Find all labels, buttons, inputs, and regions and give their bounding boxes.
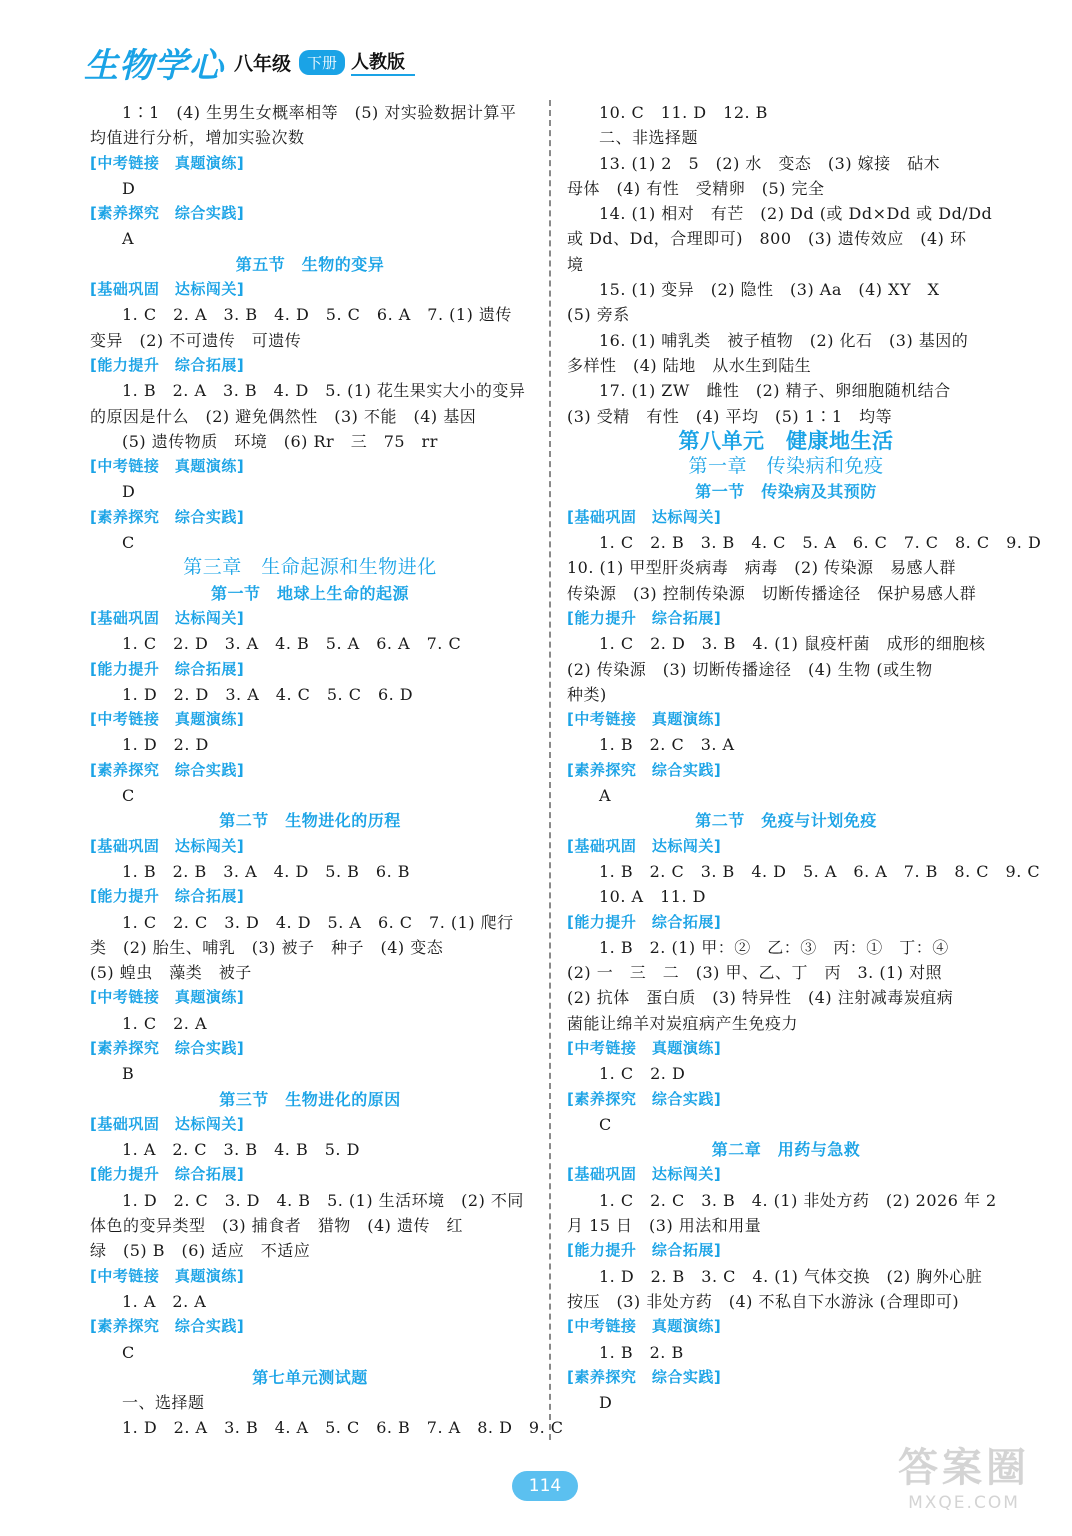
section-tag: [中考链接 真题演练] bbox=[567, 1317, 722, 1336]
section-heading: 第一节 地球上生命的起源 bbox=[210, 583, 409, 603]
answer-line: 二、非选择题 bbox=[599, 128, 699, 148]
section-tag: [素养探究 综合实践] bbox=[567, 1367, 722, 1386]
answer-line: 种类) bbox=[567, 684, 607, 704]
answer-line: 类 (2) 胎生、哺乳 (3) 被子 种子 (4) 变态 bbox=[90, 937, 444, 957]
answer-line: 按压 (3) 非处方药 (4) 不私自下水游泳 (合理即可) bbox=[567, 1291, 960, 1311]
answer-line: 1. B 2. C 3. B 4. D 5. A 6. A 7. B 8. C 9. C bbox=[599, 861, 1041, 881]
answer-line: 1. B 2. A 3. B 4. D 5. (1) 花生果实大小的变异 bbox=[122, 381, 526, 401]
answer-line: C bbox=[599, 1114, 612, 1134]
grade-label: 八年级 bbox=[234, 52, 292, 75]
section-tag: [基础巩固 达标闯关] bbox=[90, 1114, 245, 1133]
section-tag: [能力提升 综合拓展] bbox=[567, 1241, 722, 1260]
answer-line: 1. C 2. D bbox=[599, 1064, 686, 1084]
brand-title: 生物学心 bbox=[84, 45, 224, 86]
page-header bbox=[84, 42, 415, 86]
answer-line: 14. (1) 相对 有芒 (2) Dd (或 Dd×Dd 或 Dd/Dd bbox=[599, 204, 993, 224]
section-tag: [基础巩固 达标闯关] bbox=[567, 507, 722, 526]
answer-line: (5) 遗传物质 环境 (6) Rr 三 75 rr bbox=[122, 431, 438, 451]
answer-line: 1. D 2. B 3. C 4. (1) 气体交换 (2) 胸外心脏 bbox=[599, 1266, 983, 1286]
answer-line: 10. (1) 甲型肝炎病毒 病毒 (2) 传染源 易感人群 bbox=[567, 558, 957, 578]
section-heading: 第五节 生物的变异 bbox=[235, 254, 385, 274]
watermark-url: MXQE.COM bbox=[908, 1493, 1020, 1513]
chapter-heading: 第三章 生命起源和生物进化 bbox=[183, 556, 437, 579]
answer-line: (2) 传染源 (3) 切断传播途径 (4) 生物 (或生物 bbox=[567, 659, 933, 679]
answer-line: 10. C 11. D 12. B bbox=[599, 103, 768, 122]
answer-line: 一、选择题 bbox=[122, 1393, 205, 1413]
section-tag: [基础巩固 达标闯关] bbox=[567, 1165, 722, 1184]
volume-badge: 下册 bbox=[299, 50, 345, 75]
answer-line: 的原因是什么 (2) 避免偶然性 (3) 不能 (4) 基因 bbox=[90, 406, 477, 426]
answer-line: 母体 (4) 有性 受精卵 (5) 完全 bbox=[567, 178, 825, 198]
section-tag: [中考链接 真题演练] bbox=[90, 1266, 245, 1285]
section-tag: [基础巩固 达标闯关] bbox=[90, 608, 245, 627]
section-tag: [素养探究 综合实践] bbox=[90, 1038, 245, 1057]
answer-line: 1. B 2. B 3. A 4. D 5. B 6. B bbox=[122, 861, 411, 881]
watermark-logo: 答案圈 bbox=[898, 1445, 1030, 1491]
section-tag: [能力提升 综合拓展] bbox=[90, 659, 245, 678]
answer-line: 1. A 2. A bbox=[122, 1291, 207, 1311]
section-tag: [素养探究 综合实践] bbox=[90, 507, 245, 526]
section-heading: 第三节 生物进化的原因 bbox=[219, 1089, 401, 1109]
answer-line: 13. (1) 2 5 (2) 水 变态 (3) 嫁接 砧木 bbox=[599, 153, 941, 173]
section-tag: [中考链接 真题演练] bbox=[567, 710, 722, 729]
answer-line: C bbox=[122, 1342, 135, 1362]
answer-line: 1∶1 (4) 生男生女概率相等 (5) 对实验数据计算平 bbox=[122, 103, 517, 122]
answer-line: 变异 (2) 不可遗传 可遗传 bbox=[90, 330, 302, 350]
section-tag: [素养探究 综合实践] bbox=[90, 204, 245, 223]
answer-line: 1. D 2. A 3. B 4. A 5. C 6. B 7. A 8. D 9. C bbox=[122, 1418, 564, 1438]
answer-line: 1. A 2. C 3. B 4. B 5. D bbox=[122, 1140, 360, 1160]
answer-line: A bbox=[122, 229, 135, 249]
answer-line: 17. (1) ZW 雌性 (2) 精子、卵细胞随机结合 bbox=[599, 381, 951, 401]
answer-line: 1. C 2. A 3. B 4. D 5. C 6. A 7. (1) 遗传 bbox=[122, 305, 512, 325]
answer-line: 16. (1) 哺乳类 被子植物 (2) 化石 (3) 基因的 bbox=[599, 330, 969, 350]
answer-line: (3) 受精 有性 (4) 平均 (5) 1∶1 均等 bbox=[567, 406, 893, 426]
unit-heading: 第八单元 健康地生活 bbox=[678, 428, 894, 453]
section-tag: [中考链接 真题演练] bbox=[90, 153, 245, 172]
answer-line: 体色的变异类型 (3) 捕食者 猎物 (4) 遗传 红 bbox=[90, 1216, 464, 1236]
section-tag: [能力提升 综合拓展] bbox=[567, 912, 722, 931]
answer-line: C bbox=[122, 533, 135, 553]
answer-line: 1. D 2. D bbox=[122, 735, 209, 755]
page-number: 114 bbox=[512, 1471, 578, 1501]
section-tag: [能力提升 综合拓展] bbox=[567, 608, 722, 627]
answer-line: 绿 (5) B (6) 适应 不适应 bbox=[90, 1241, 311, 1261]
answer-line: 均值进行分析，增加实验次数 bbox=[90, 128, 305, 148]
answer-line: 1. B 2. (1) 甲：② 乙：③ 丙：① 丁：④ bbox=[599, 937, 949, 957]
section-heading: 第二节 生物进化的历程 bbox=[219, 811, 401, 831]
answer-line: 1. D 2. C 3. D 4. B 5. (1) 生活环境 (2) 不同 bbox=[122, 1190, 524, 1210]
left-column bbox=[90, 100, 564, 1441]
answer-line: 1. C 2. C 3. B 4. (1) 非处方药 (2) 2026 年 2 bbox=[599, 1190, 997, 1210]
section-tag: [中考链接 真题演练] bbox=[90, 457, 245, 476]
section-tag: [素养探究 综合实践] bbox=[90, 1317, 245, 1336]
answer-line: 传染源 (3) 控制传染源 切断传播途径 保护易感人群 bbox=[567, 583, 977, 603]
answer-line: D bbox=[122, 178, 136, 198]
section-tag: [素养探究 综合实践] bbox=[567, 1089, 722, 1108]
answer-line: 多样性 (4) 陆地 从水生到陆生 bbox=[567, 355, 812, 375]
answer-line: (2) 抗体 蛋白质 (3) 特异性 (4) 注射减毒炭疽病 bbox=[567, 988, 954, 1008]
section-tag: [中考链接 真题演练] bbox=[90, 710, 245, 729]
answer-line: A bbox=[599, 786, 612, 806]
chapter-heading: 第一章 传染病和免疫 bbox=[688, 455, 884, 478]
watermark bbox=[898, 1436, 1030, 1513]
answer-line: 10. A 11. D bbox=[599, 887, 706, 907]
answer-line: 1. C 2. A bbox=[122, 1013, 208, 1033]
section-heading: 第七单元测试题 bbox=[252, 1367, 368, 1387]
answer-line: 月 15 日 (3) 用法和用量 bbox=[567, 1216, 762, 1236]
section-heading: 第二节 免疫与计划免疫 bbox=[695, 811, 877, 831]
section-tag: [中考链接 真题演练] bbox=[90, 988, 245, 1007]
right-column bbox=[567, 100, 1042, 1415]
section-tag: [基础巩固 达标闯关] bbox=[90, 836, 245, 855]
answer-line: 1. B 2. B bbox=[599, 1342, 684, 1362]
answer-line: B bbox=[122, 1064, 135, 1084]
answer-line: 1. C 2. D 3. B 4. (1) 鼠疫杆菌 成形的细胞核 bbox=[599, 634, 986, 654]
answer-line: (2) 一 三 二 (3) 甲、乙、丁 丙 3. (1) 对照 bbox=[567, 963, 943, 983]
answer-line: (5) 蝗虫 藻类 被子 bbox=[90, 963, 252, 983]
answer-line: 15. (1) 变异 (2) 隐性 (3) Aa (4) XY X bbox=[599, 280, 940, 300]
answer-line: 1. C 2. B 3. B 4. C 5. A 6. C 7. C 8. C 9. D bbox=[599, 533, 1042, 553]
answer-line: (5) 旁系 bbox=[567, 305, 630, 325]
section-tag: [能力提升 综合拓展] bbox=[90, 1165, 245, 1184]
answer-line: D bbox=[599, 1393, 613, 1413]
answer-line: 或 Dd、Dd，合理即可) 800 (3) 遗传效应 (4) 环 bbox=[567, 229, 967, 249]
answer-line: 1. C 2. D 3. A 4. B 5. A 6. A 7. C bbox=[122, 634, 462, 654]
answer-line: 境 bbox=[567, 254, 584, 274]
section-tag: [素养探究 综合实践] bbox=[567, 760, 722, 779]
answer-line: 1. D 2. D 3. A 4. C 5. C 6. D bbox=[122, 684, 414, 704]
section-tag: [素养探究 综合实践] bbox=[90, 760, 245, 779]
section-tag: [中考链接 真题演练] bbox=[567, 1038, 722, 1057]
edition-label: 人教版 bbox=[351, 48, 415, 76]
section-heading: 第二章 用药与急救 bbox=[711, 1140, 861, 1160]
section-tag: [基础巩固 达标闯关] bbox=[90, 280, 245, 299]
answer-line: D bbox=[122, 482, 136, 502]
answer-line: 1. B 2. C 3. A bbox=[599, 735, 735, 755]
answer-line: 1. C 2. C 3. D 4. D 5. A 6. C 7. (1) 爬行 bbox=[122, 912, 514, 932]
section-tag: [能力提升 综合拓展] bbox=[90, 355, 245, 374]
section-heading: 第一节 传染病及其预防 bbox=[695, 482, 877, 502]
section-tag: [基础巩固 达标闯关] bbox=[567, 836, 722, 855]
section-tag: [能力提升 综合拓展] bbox=[90, 887, 245, 906]
column-divider bbox=[549, 100, 551, 1440]
answer-line: C bbox=[122, 786, 135, 806]
answer-line: 菌能让绵羊对炭疽病产生免疫力 bbox=[567, 1013, 799, 1033]
